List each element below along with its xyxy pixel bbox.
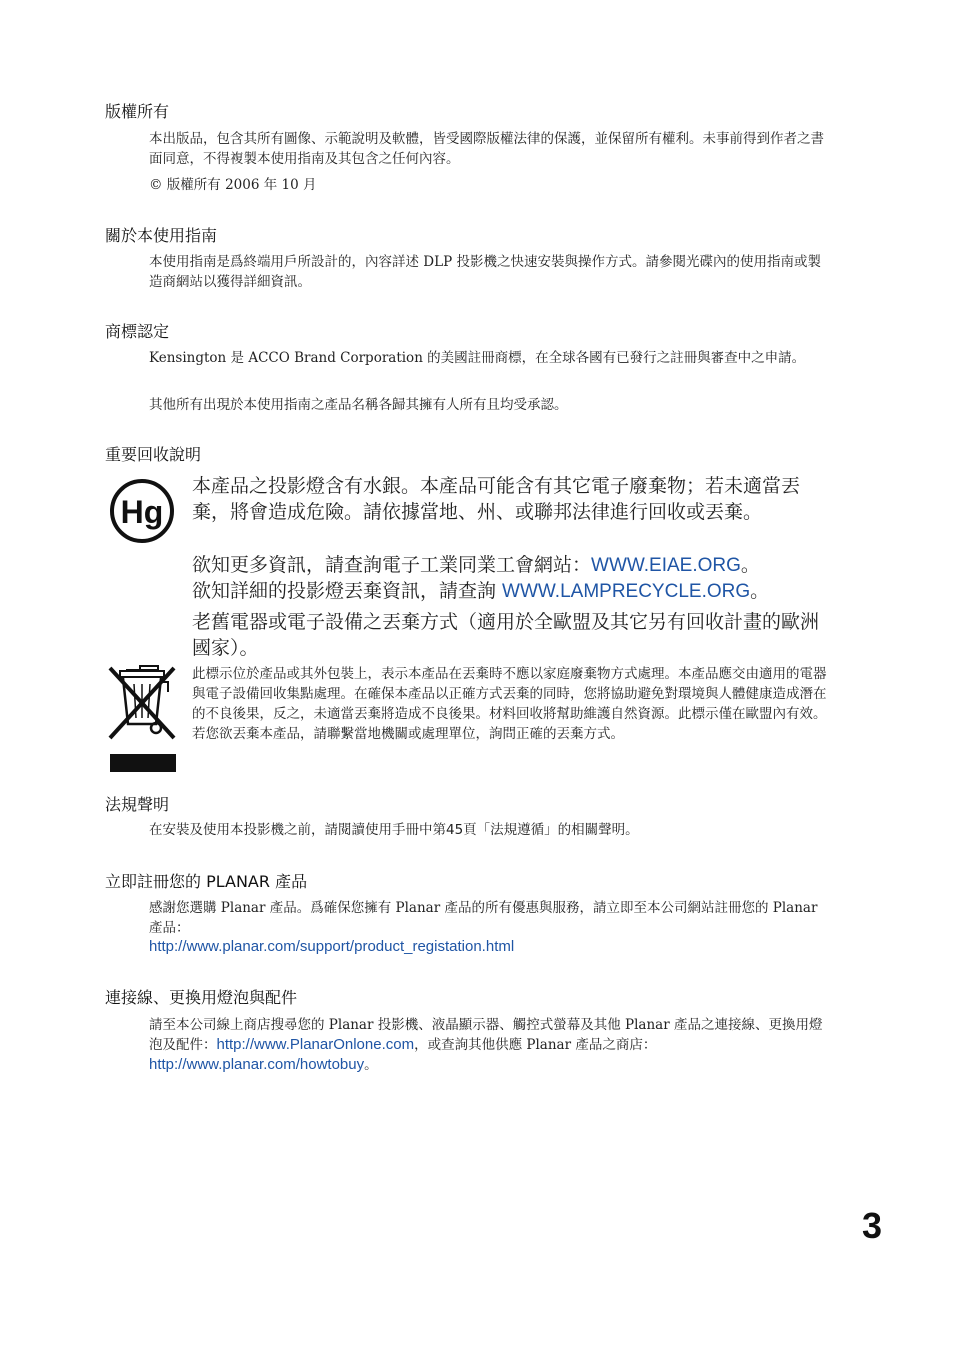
copyright-title: 版權所有 <box>105 102 170 121</box>
registration-link[interactable]: http://www.planar.com/support/product_registation.html <box>149 938 515 955</box>
lamp-prefix: 欲知詳細的投影燈丟棄資訊，請查詢 <box>192 580 503 602</box>
trademark-body-1: Kensington 是 ACCO Brand Corporation 的美國註冊商標，在全球各國有已發行之註冊與審查中之申請。 <box>149 350 806 366</box>
planar-online-link[interactable]: http://www.PlanarOnlone.com <box>216 1036 415 1053</box>
registration-body: 感謝您選購 Planar 產品。爲確保您擁有 Planar 產品的所有優惠與服務，請立即至本公司網站註冊您的 Planar 產品： <box>149 900 818 936</box>
eiae-line <box>192 552 828 579</box>
accessories-body-suffix: 。 <box>364 1057 378 1073</box>
accessories-title: 連接線、更換用燈泡與配件 <box>105 988 298 1007</box>
copyright-body: 本出版品，包含其所有圖像、示範說明及軟體，皆受國際版權法律的保護，並保留所有權利。未事前得到作者之書面同意，不得複製本使用指南及其包含之任何內容。 <box>149 131 824 167</box>
trademark-title: 商標認定 <box>105 322 170 341</box>
lamp-suffix: 。 <box>750 580 770 602</box>
howtobuy-link[interactable]: http://www.planar.com/howtobuy <box>149 1056 365 1073</box>
svg-text:Hg: Hg <box>120 494 164 530</box>
lamprecycle-line <box>192 578 828 605</box>
about-body: 本使用指南是爲終端用戶所設計的，內容詳述 DLP 投影機之快速安裝與操作方式。請參閱光碟內的使用指南或製造商網站以獲得詳細資訊。 <box>149 254 821 290</box>
trademark-body-2: 其他所有出現於本使用指南之產品名稱各歸其擁有人所有且均受承認。 <box>149 397 568 413</box>
copyright-notice: © 版權所有 2006 年 10 月 <box>149 177 317 193</box>
eiae-suffix: 。 <box>740 554 760 576</box>
lamprecycle-link[interactable]: WWW.LAMPRECYCLE.ORG <box>502 581 751 602</box>
mercury-warning: 本產品之投影燈含有水銀。本產品可能含有其它電子廢棄物；若未適當丟棄，將會造成危險。請依據當地、州、或聯邦法律進行回收或丟棄。 <box>192 475 801 523</box>
registration-link-line <box>149 937 827 957</box>
accessories-body-middle: ，或查詢其他供應 Planar 產品之商店： <box>414 1037 657 1053</box>
weee-heading: 老舊電器或電子設備之丟棄方式（適用於全歐盟及其它另有回收計畫的歐洲國家）。 <box>192 611 820 659</box>
eiae-prefix: 欲知更多資訊，請查詢電子工業同業工會網站： <box>192 554 592 576</box>
accessories-body-prefix: 請至本公司線上商店搜尋您的 Planar 投影機、液晶顯示器、觸控式螢幕及其他 Planar 產品之連接線、更換用燈泡及配件： <box>149 1017 823 1053</box>
registration-title: 立即註冊您的 PLANAR 產品 <box>105 872 308 891</box>
regulatory-body: 在安裝及使用本投影機之前，請閱讀使用手冊中第45頁「法規遵循」的相關聲明。 <box>149 822 639 838</box>
eiae-link[interactable]: WWW.EIAE.ORG <box>591 555 741 576</box>
recycling-title: 重要回收說明 <box>105 445 202 464</box>
weee-body: 此標示位於產品或其外包裝上，表示本產品在丟棄時不應以家庭廢棄物方式處理。本產品應交由適用的電器與電子設備回收集點處理。在確保本產品以正確方式丟棄的同時，您將協助避免對環境與人體健康造成潛在的不良後果，反之，未適當丟棄將造成不良後果。材料回收將幫助維護自然資源。此標示僅在歐盟內有效。若您欲丟棄本產品，請聯繫當地機關或處理單位，詢問正確的丟棄方式。 <box>192 666 827 742</box>
mercury-hg-icon <box>109 478 175 544</box>
accessories-body <box>149 1015 827 1075</box>
regulatory-title: 法規聲明 <box>105 795 170 814</box>
about-title: 關於本使用指南 <box>105 226 218 245</box>
page-number: 3 <box>862 1205 883 1246</box>
crossed-out-wheelie-bin-icon <box>106 662 178 774</box>
